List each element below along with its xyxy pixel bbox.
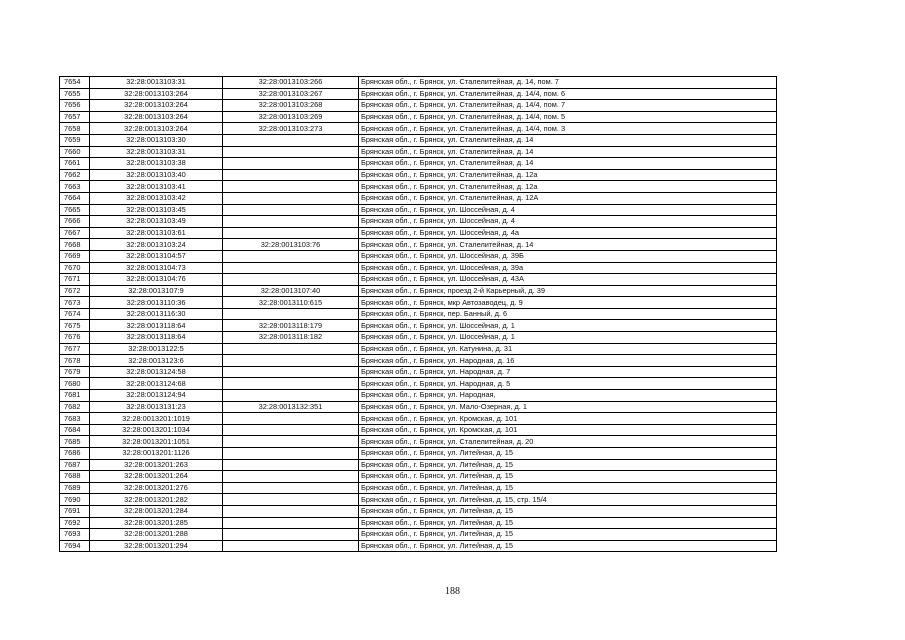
address-cell: Брянская обл., г. Брянск, ул. Литейная, д. 15 [359, 471, 777, 483]
related-cadastral-number-cell: 32:28:0013103:269 [223, 111, 359, 123]
address-cell: Брянская обл., г. Брянск, ул. Народная, д. 16 [359, 355, 777, 367]
cadastral-number-cell: 32:28:0013124:68 [90, 378, 223, 390]
cadastral-number-cell: 32:28:0013131:23 [90, 401, 223, 413]
related-cadastral-number-cell [223, 529, 359, 541]
row-number-cell: 7677 [60, 343, 90, 355]
address-cell: Брянская обл., г. Брянск, мкр Автозаводец, д. 9 [359, 297, 777, 309]
address-cell: Брянская обл., г. Брянск, ул. Шоссейная, д. 1 [359, 320, 777, 332]
cadastral-number-cell: 32:28:0013123:6 [90, 355, 223, 367]
address-cell: Брянская обл., г. Брянск, ул. Литейная, д. 15 [359, 517, 777, 529]
related-cadastral-number-cell [223, 424, 359, 436]
cadastral-number-cell: 32:28:0013103:31 [90, 146, 223, 158]
table-row [60, 482, 777, 494]
related-cadastral-number-cell: 32:28:0013118:182 [223, 332, 359, 344]
row-number-cell: 7658 [60, 123, 90, 135]
address-cell: Брянская обл., г. Брянск, ул. Народная, д. 5 [359, 378, 777, 390]
table-row [60, 192, 777, 204]
cadastral-number-cell: 32:28:0013103:264 [90, 100, 223, 112]
address-cell: Брянская обл., г. Брянск, ул. Литейная, д. 15 [359, 540, 777, 552]
address-cell: Брянская обл., г. Брянск, ул. Литейная, д. 15 [359, 529, 777, 541]
related-cadastral-number-cell [223, 308, 359, 320]
table-row [60, 77, 777, 89]
table-row [60, 529, 777, 541]
row-number-cell: 7674 [60, 308, 90, 320]
related-cadastral-number-cell [223, 390, 359, 402]
row-number-cell: 7692 [60, 517, 90, 529]
address-cell: Брянская обл., г. Брянск, ул. Шоссейная, д. 39Б [359, 250, 777, 262]
table-row [60, 540, 777, 552]
address-cell: Брянская обл., г. Брянск, ул. Народная, д. 7 [359, 366, 777, 378]
related-cadastral-number-cell: 32:28:0013103:266 [223, 77, 359, 89]
related-cadastral-number-cell: 32:28:0013103:268 [223, 100, 359, 112]
row-number-cell: 7670 [60, 262, 90, 274]
table-row [60, 436, 777, 448]
table-row [60, 355, 777, 367]
related-cadastral-number-cell [223, 262, 359, 274]
related-cadastral-number-cell [223, 355, 359, 367]
address-cell: Брянская обл., г. Брянск, ул. Литейная, д. 15 [359, 448, 777, 460]
table-row [60, 134, 777, 146]
related-cadastral-number-cell [223, 169, 359, 181]
cadastral-number-cell: 32:28:0013116:30 [90, 308, 223, 320]
cadastral-number-cell: 32:28:0013201:276 [90, 482, 223, 494]
table-row [60, 401, 777, 413]
row-number-cell: 7684 [60, 424, 90, 436]
table-row [60, 413, 777, 425]
row-number-cell: 7659 [60, 134, 90, 146]
table-row [60, 250, 777, 262]
cadastral-number-cell: 32:28:0013104:57 [90, 250, 223, 262]
row-number-cell: 7686 [60, 448, 90, 460]
related-cadastral-number-cell [223, 459, 359, 471]
table-row [60, 146, 777, 158]
table-row [60, 308, 777, 320]
cadastral-number-cell: 32:28:0013103:31 [90, 77, 223, 89]
address-cell: Брянская обл., г. Брянск, ул. Катунина, д. 31 [359, 343, 777, 355]
table-row [60, 448, 777, 460]
table-row [60, 123, 777, 135]
address-cell: Брянская обл., г. Брянск, ул. Кромская, д. 101 [359, 424, 777, 436]
row-number-cell: 7664 [60, 192, 90, 204]
cadastral-number-cell: 32:28:0013124:94 [90, 390, 223, 402]
related-cadastral-number-cell [223, 482, 359, 494]
related-cadastral-number-cell [223, 274, 359, 286]
address-cell: Брянская обл., г. Брянск, ул. Шоссейная, д. 43А [359, 274, 777, 286]
table-row [60, 181, 777, 193]
row-number-cell: 7669 [60, 250, 90, 262]
address-cell: Брянская обл., г. Брянск, ул. Кромская, д. 101 [359, 413, 777, 425]
related-cadastral-number-cell [223, 227, 359, 239]
address-cell: Брянская обл., г. Брянск, ул. Литейная, д. 15 [359, 505, 777, 517]
address-cell: Брянская обл., г. Брянск, ул. Сталелитейная, д. 12а [359, 181, 777, 193]
table-row [60, 459, 777, 471]
related-cadastral-number-cell: 32:28:0013103:267 [223, 88, 359, 100]
address-cell: Брянская обл., г. Брянск, ул. Сталелитейная, д. 14 [359, 239, 777, 251]
cadastral-number-cell: 32:28:0013110:36 [90, 297, 223, 309]
address-cell: Брянская обл., г. Брянск, ул. Шоссейная, д. 1 [359, 332, 777, 344]
table-row [60, 424, 777, 436]
row-number-cell: 7662 [60, 169, 90, 181]
cadastral-number-cell: 32:28:0013201:285 [90, 517, 223, 529]
row-number-cell: 7675 [60, 320, 90, 332]
row-number-cell: 7694 [60, 540, 90, 552]
cadastral-number-cell: 32:28:0013201:1126 [90, 448, 223, 460]
row-number-cell: 7682 [60, 401, 90, 413]
table-row [60, 366, 777, 378]
table-row [60, 320, 777, 332]
related-cadastral-number-cell [223, 494, 359, 506]
cadastral-number-cell: 32:28:0013201:1034 [90, 424, 223, 436]
cadastral-number-cell: 32:28:0013103:41 [90, 181, 223, 193]
cadastral-number-cell: 32:28:0013201:282 [90, 494, 223, 506]
row-number-cell: 7671 [60, 274, 90, 286]
address-cell: Брянская обл., г. Брянск, ул. Сталелитейная, д. 12А [359, 192, 777, 204]
table-row [60, 285, 777, 297]
address-cell: Брянская обл., г. Брянск, ул. Шоссейная, д. 4 [359, 204, 777, 216]
cadastral-number-cell: 32:28:0013201:1051 [90, 436, 223, 448]
cadastral-number-cell: 32:28:0013201:288 [90, 529, 223, 541]
cadastral-number-cell: 32:28:0013103:38 [90, 158, 223, 170]
row-number-cell: 7655 [60, 88, 90, 100]
cadastral-number-cell: 32:28:0013103:264 [90, 111, 223, 123]
address-cell: Брянская обл., г. Брянск, ул. Народная, [359, 390, 777, 402]
row-number-cell: 7660 [60, 146, 90, 158]
related-cadastral-number-cell [223, 517, 359, 529]
cadastral-number-cell: 32:28:0013103:42 [90, 192, 223, 204]
table-row [60, 471, 777, 483]
table-row [60, 378, 777, 390]
related-cadastral-number-cell [223, 134, 359, 146]
address-cell: Брянская обл., г. Брянск, ул. Литейная, д. 15 [359, 482, 777, 494]
row-number-cell: 7657 [60, 111, 90, 123]
row-number-cell: 7654 [60, 77, 90, 89]
cadastral-number-cell: 32:28:0013122:5 [90, 343, 223, 355]
address-cell: Брянская обл., г. Брянск, пер. Банный, д. 6 [359, 308, 777, 320]
row-number-cell: 7667 [60, 227, 90, 239]
row-number-cell: 7673 [60, 297, 90, 309]
table-row [60, 158, 777, 170]
row-number-cell: 7693 [60, 529, 90, 541]
table-row [60, 262, 777, 274]
address-cell: Брянская обл., г. Брянск, ул. Сталелитейная, д. 14/4, пом. 5 [359, 111, 777, 123]
address-cell: Брянская обл., г. Брянск, проезд 2-й Карьерный, д. 39 [359, 285, 777, 297]
related-cadastral-number-cell [223, 448, 359, 460]
cadastral-number-cell: 32:28:0013103:49 [90, 216, 223, 228]
related-cadastral-number-cell [223, 471, 359, 483]
address-cell: Брянская обл., г. Брянск, ул. Шоссейная, д. 39а [359, 262, 777, 274]
address-cell: Брянская обл., г. Брянск, ул. Сталелитейная, д. 14, пом. 7 [359, 77, 777, 89]
table-row [60, 274, 777, 286]
address-cell: Брянская обл., г. Брянск, ул. Сталелитейная, д. 14 [359, 158, 777, 170]
row-number-cell: 7691 [60, 505, 90, 517]
row-number-cell: 7683 [60, 413, 90, 425]
cadastral-number-cell: 32:28:0013103:264 [90, 88, 223, 100]
row-number-cell: 7685 [60, 436, 90, 448]
related-cadastral-number-cell: 32:28:0013103:273 [223, 123, 359, 135]
address-cell: Брянская обл., г. Брянск, ул. Литейная, д. 15, стр. 15/4 [359, 494, 777, 506]
row-number-cell: 7678 [60, 355, 90, 367]
cadastral-number-cell: 32:28:0013107:9 [90, 285, 223, 297]
cadastral-number-cell: 32:28:0013118:64 [90, 320, 223, 332]
cadastral-number-cell: 32:28:0013201:264 [90, 471, 223, 483]
related-cadastral-number-cell: 32:28:0013103:76 [223, 239, 359, 251]
row-number-cell: 7690 [60, 494, 90, 506]
table-row [60, 390, 777, 402]
address-cell: Брянская обл., г. Брянск, ул. Сталелитейная, д. 14/4, пом. 6 [359, 88, 777, 100]
table-row [60, 204, 777, 216]
row-number-cell: 7666 [60, 216, 90, 228]
related-cadastral-number-cell [223, 413, 359, 425]
address-cell: Брянская обл., г. Брянск, ул. Сталелитейная, д. 14/4, пом. 3 [359, 123, 777, 135]
address-cell: Брянская обл., г. Брянск, ул. Мало-Озерная, д. 1 [359, 401, 777, 413]
cadastral-number-cell: 32:28:0013103:40 [90, 169, 223, 181]
cadastral-number-cell: 32:28:0013104:73 [90, 262, 223, 274]
row-number-cell: 7661 [60, 158, 90, 170]
address-cell: Брянская обл., г. Брянск, ул. Сталелитейная, д. 14 [359, 134, 777, 146]
related-cadastral-number-cell [223, 181, 359, 193]
row-number-cell: 7665 [60, 204, 90, 216]
cadastral-number-cell: 32:28:0013201:284 [90, 505, 223, 517]
table-row [60, 100, 777, 112]
cadastral-number-cell: 32:28:0013118:64 [90, 332, 223, 344]
address-cell: Брянская обл., г. Брянск, ул. Сталелитейная, д. 14/4, пом. 7 [359, 100, 777, 112]
related-cadastral-number-cell [223, 216, 359, 228]
related-cadastral-number-cell: 32:28:0013118:179 [223, 320, 359, 332]
table-row [60, 239, 777, 251]
address-cell: Брянская обл., г. Брянск, ул. Сталелитейная, д. 12а [359, 169, 777, 181]
related-cadastral-number-cell [223, 250, 359, 262]
related-cadastral-number-cell [223, 158, 359, 170]
cadastral-number-cell: 32:28:0013103:30 [90, 134, 223, 146]
row-number-cell: 7689 [60, 482, 90, 494]
table-row [60, 332, 777, 344]
address-cell: Брянская обл., г. Брянск, ул. Сталелитейная, д. 20 [359, 436, 777, 448]
table-row [60, 494, 777, 506]
row-number-cell: 7676 [60, 332, 90, 344]
table-row [60, 88, 777, 100]
related-cadastral-number-cell [223, 436, 359, 448]
table-row [60, 517, 777, 529]
related-cadastral-number-cell: 32:28:0013107:40 [223, 285, 359, 297]
property-table [59, 76, 777, 552]
row-number-cell: 7668 [60, 239, 90, 251]
row-number-cell: 7679 [60, 366, 90, 378]
row-number-cell: 7688 [60, 471, 90, 483]
address-cell: Брянская обл., г. Брянск, ул. Литейная, д. 15 [359, 459, 777, 471]
row-number-cell: 7687 [60, 459, 90, 471]
cadastral-number-cell: 32:28:0013103:264 [90, 123, 223, 135]
related-cadastral-number-cell: 32:28:0013110:615 [223, 297, 359, 309]
related-cadastral-number-cell [223, 192, 359, 204]
related-cadastral-number-cell: 32:28:0013132:351 [223, 401, 359, 413]
table-row [60, 227, 777, 239]
table-row [60, 216, 777, 228]
row-number-cell: 7663 [60, 181, 90, 193]
table-row [60, 297, 777, 309]
cadastral-number-cell: 32:28:0013201:294 [90, 540, 223, 552]
related-cadastral-number-cell [223, 540, 359, 552]
related-cadastral-number-cell [223, 204, 359, 216]
table-row [60, 111, 777, 123]
table-body [60, 77, 777, 552]
table-row [60, 169, 777, 181]
related-cadastral-number-cell [223, 343, 359, 355]
related-cadastral-number-cell [223, 378, 359, 390]
related-cadastral-number-cell [223, 366, 359, 378]
related-cadastral-number-cell [223, 505, 359, 517]
cadastral-number-cell: 32:28:0013103:45 [90, 204, 223, 216]
cadastral-number-cell: 32:28:0013124:58 [90, 366, 223, 378]
row-number-cell: 7681 [60, 390, 90, 402]
related-cadastral-number-cell [223, 146, 359, 158]
row-number-cell: 7656 [60, 100, 90, 112]
cadastral-number-cell: 32:28:0013103:24 [90, 239, 223, 251]
cadastral-number-cell: 32:28:0013103:61 [90, 227, 223, 239]
table-row [60, 505, 777, 517]
cadastral-number-cell: 32:28:0013201:1019 [90, 413, 223, 425]
table-row [60, 343, 777, 355]
row-number-cell: 7680 [60, 378, 90, 390]
address-cell: Брянская обл., г. Брянск, ул. Шоссейная, д. 4 [359, 216, 777, 228]
cadastral-number-cell: 32:28:0013104:76 [90, 274, 223, 286]
page-number: 188 [445, 586, 460, 597]
address-cell: Брянская обл., г. Брянск, ул. Сталелитейная, д. 14 [359, 146, 777, 158]
address-cell: Брянская обл., г. Брянск, ул. Шоссейная, д. 4а [359, 227, 777, 239]
cadastral-number-cell: 32:28:0013201:263 [90, 459, 223, 471]
row-number-cell: 7672 [60, 285, 90, 297]
